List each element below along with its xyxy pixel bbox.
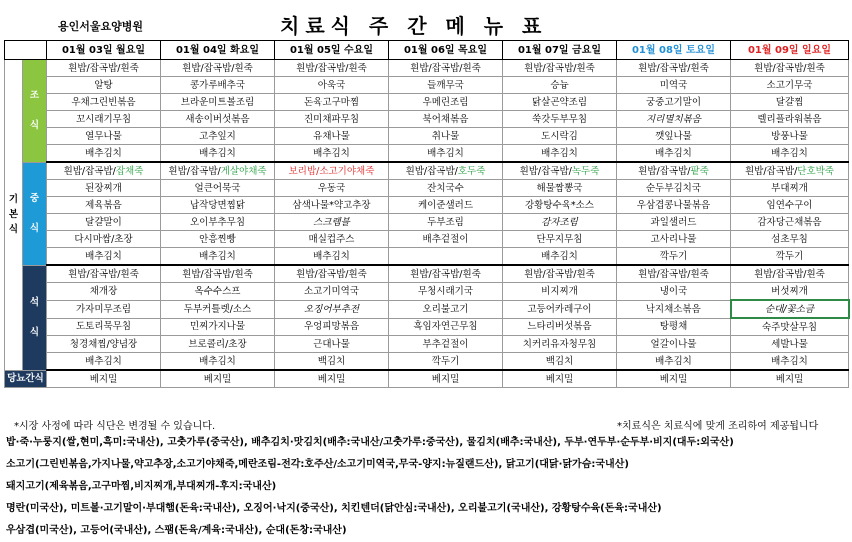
menu-cell: 오리불고기 — [389, 300, 503, 318]
day-header: 01월 08일 토요일 — [617, 41, 731, 60]
menu-cell: 다시마쌈/초장 — [47, 231, 161, 248]
menu-cell: 순두부김치국 — [617, 180, 731, 197]
menu-cell: 브라운미트볼조림 — [161, 94, 275, 111]
menu-cell — [389, 248, 503, 266]
menu-cell: 깍두기 — [617, 248, 731, 266]
origin-line: 소고기(그린빈볶음,가지나물,약고추장,소고기야채죽,메란조림-전각:호주산/소고기미역국,무국-양지:뉴질랜드산), 닭고기(대닭·닭가슴:국내산) — [6, 459, 629, 470]
weekly-menu-table — [4, 40, 850, 388]
menu-cell: 승늉 — [503, 77, 617, 94]
day-header: 01월 06일 목요일 — [389, 41, 503, 60]
menu-cell: 꼬시래기무침 — [47, 111, 161, 128]
menu-cell: 낙지채소볶음 — [617, 300, 731, 318]
menu-cell: 우삼겹콩나물볶음 — [617, 197, 731, 214]
menu-cell: 아욱국 — [275, 77, 389, 94]
meal-label: 석 식 — [23, 265, 47, 370]
menu-cell: 콩가루배추국 — [161, 77, 275, 94]
menu-cell: 소고기미역국 — [275, 283, 389, 301]
origin-line: 돼지고기(제육볶음,고구마찜,비지찌개,부대찌개-후지:국내산) — [6, 481, 277, 492]
menu-cell: 제육볶음 — [47, 197, 161, 214]
menu-cell: 우엉피망볶음 — [275, 318, 389, 336]
menu-cell: 냉이국 — [617, 283, 731, 301]
menu-cell: 흰밥/잡곡밥/흰죽 — [161, 60, 275, 77]
menu-cell: 해물짬뽕국 — [503, 180, 617, 197]
menu-cell: 흰밥/잡곡밥/흰죽 — [275, 60, 389, 77]
menu-cell: 얼갈이나물 — [617, 336, 731, 353]
menu-cell: 흰밥/잡곡밥/흰죽 — [47, 60, 161, 77]
menu-cell: 흰밥/잡곡밥/흰죽 — [731, 60, 849, 77]
day-header: 01월 03일 월요일 — [47, 41, 161, 60]
menu-cell: 우메린조림 — [389, 94, 503, 111]
origin-line: 밥·죽·누룽지(쌀,현미,흑미:국내산), 고춧가루(중국산), 배추김치·맛김치(배추:국내산/고춧가루:중국산), 물김치(배추:국내산), 두부·연두부·순두부·비지(대두:외국산) — [6, 437, 734, 448]
menu-cell: 열무나물 — [47, 128, 161, 145]
menu-cell: 치커리유자청무침 — [503, 336, 617, 353]
menu-cell: 흰밥/잡곡밥/호두죽 — [389, 162, 503, 180]
menu-cell: 매실컵주스 — [275, 231, 389, 248]
menu-cell: 고사리나물 — [617, 231, 731, 248]
menu-cell: 진미채파무침 — [275, 111, 389, 128]
menu-cell: 배추김치 — [161, 353, 275, 371]
menu-cell: 흰밥/잡곡밥/흰죽 — [389, 265, 503, 283]
menu-cell: 부추겉절이 — [389, 336, 503, 353]
day-header: 01월 05일 수요일 — [275, 41, 389, 60]
menu-cell: 흑임자연근무침 — [389, 318, 503, 336]
menu-cell: 달걀말이 — [47, 214, 161, 231]
menu-cell: 부대찌개 — [731, 180, 849, 197]
menu-cell: 알탕 — [47, 77, 161, 94]
diet-note: *치료식은 치료식에 맞게 조리하여 제공됩니다 — [617, 421, 819, 432]
menu-cell: 흰밥/잡곡밥/단호박죽 — [731, 162, 849, 180]
menu-cell: 배추김치 — [275, 248, 389, 266]
menu-cell: 잔치국수 — [389, 180, 503, 197]
menu-cell: 탕평채 — [617, 318, 731, 336]
origin-line: 우삼겹(미국산), 고등어(국내산), 스팸(돈육/계육:국내산), 순대(돈창:국내산) — [6, 525, 347, 536]
menu-cell: 흰밥/잡곡밥/흰죽 — [617, 60, 731, 77]
menu-cell: 버섯찌개 — [731, 283, 849, 301]
menu-cell: 배추김치 — [47, 248, 161, 266]
snack-cell: 베지밀 — [47, 370, 161, 388]
menu-cell: 강황탕수육*소스 — [503, 197, 617, 214]
menu-cell: 도토리묵무침 — [47, 318, 161, 336]
menu-cell: 흰밥/잡곡밥/녹두죽 — [503, 162, 617, 180]
snack-cell: 베지밀 — [275, 370, 389, 388]
menu-cell: 북어채볶음 — [389, 111, 503, 128]
menu-cell: 보리밥/소고기야채죽 — [275, 162, 389, 180]
menu-cell: 백김치 — [503, 353, 617, 371]
menu-cell: 배추김치 — [503, 145, 617, 163]
menu-cell: 과일샐러드 — [617, 214, 731, 231]
snack-cell: 베지밀 — [503, 370, 617, 388]
menu-cell: 흰밥/잡곡밥/흰죽 — [389, 60, 503, 77]
menu-cell: 미역국 — [617, 77, 731, 94]
menu-cell: 감자당근채볶음 — [731, 214, 849, 231]
menu-cell: 세발나물 — [731, 336, 849, 353]
menu-cell: 배추김치 — [47, 145, 161, 163]
day-header: 01월 09일 일요일 — [731, 41, 849, 60]
menu-cell: 배추김치 — [275, 145, 389, 163]
menu-cell: 브로콜리/초장 — [161, 336, 275, 353]
menu-cell: 흰밥/잡곡밥/흰죽 — [617, 265, 731, 283]
menu-title: 치료식 주 간 메 뉴 표 — [280, 14, 548, 38]
menu-cell: 배추김치 — [617, 145, 731, 163]
menu-cell: 흰밥/잡곡밥/흰죽 — [47, 265, 161, 283]
menu-cell: 민찌가지나물 — [161, 318, 275, 336]
menu-cell: 가자미무조림 — [47, 300, 161, 318]
menu-cell: 배추김치 — [47, 353, 161, 371]
menu-cell: 흰밥/잡곡밥/흰죽 — [731, 265, 849, 283]
menu-cell: 취나물 — [389, 128, 503, 145]
menu-cell: 납작당면찜닭 — [161, 197, 275, 214]
menu-cell: 소고기무국 — [731, 77, 849, 94]
menu-cell: 쑥갓두부무침 — [503, 111, 617, 128]
menu-cell: 고등어카레구이 — [503, 300, 617, 318]
menu-cell: 흰밥/잡곡밥/흰죽 — [503, 265, 617, 283]
menu-cell: 오이부추무침 — [161, 214, 275, 231]
snack-cell: 베지밀 — [617, 370, 731, 388]
menu-cell: 안흥찐빵 — [161, 231, 275, 248]
menu-cell: 배추김치 — [617, 353, 731, 371]
menu-cell: 케이준샐러드 — [389, 197, 503, 214]
kibon-label: 기 본 식 — [5, 60, 23, 371]
menu-cell: 깍두기 — [731, 248, 849, 266]
menu-cell: 우동국 — [275, 180, 389, 197]
menu-cell: 흰밥/잡곡밥/게살야채죽 — [161, 162, 275, 180]
day-header: 01월 04일 화요일 — [161, 41, 275, 60]
menu-cell: 된장찌개 — [47, 180, 161, 197]
menu-cell: 돈육고구마찜 — [275, 94, 389, 111]
snack-label: 당뇨간식 — [5, 370, 47, 388]
menu-cell: 임연수구이 — [731, 197, 849, 214]
meal-label: 조 식 — [23, 60, 47, 163]
menu-cell: 흰밥/잡곡밥/흰죽 — [275, 265, 389, 283]
menu-cell: 배추김치 — [731, 353, 849, 371]
menu-cell: 방풍나물 — [731, 128, 849, 145]
menu-cell: 흰밥/잡곡밥/흰죽 — [161, 265, 275, 283]
menu-cell: 들깨무국 — [389, 77, 503, 94]
menu-cell: 고추잎지 — [161, 128, 275, 145]
menu-cell: 닭살곤약조림 — [503, 94, 617, 111]
menu-cell: 숙주맛살무침 — [731, 318, 849, 336]
menu-cell: 얼큰어묵국 — [161, 180, 275, 197]
menu-cell: 두부커틀렛/소스 — [161, 300, 275, 318]
menu-cell: 오징어부추전 — [275, 300, 389, 318]
menu-cell: 렐리플라워볶음 — [731, 111, 849, 128]
corner-cell — [5, 41, 47, 60]
menu-cell: 근대나물 — [275, 336, 389, 353]
snack-cell: 베지밀 — [731, 370, 849, 388]
menu-cell: 흰밥/잡곡밥/흰죽 — [503, 60, 617, 77]
hospital-name: 용인서울요양병원 — [58, 20, 144, 33]
menu-cell: 느타리버섯볶음 — [503, 318, 617, 336]
menu-cell: 두부조림 — [389, 214, 503, 231]
menu-cell: 채개장 — [47, 283, 161, 301]
menu-cell: 배추김치 — [731, 145, 849, 163]
menu-cell: 감자조림 — [503, 214, 617, 231]
menu-cell: 도시락김 — [503, 128, 617, 145]
origin-line: 명란(미국산), 미트볼·고기말이·부대햄(돈육:국내산), 오징어·낙지(중국산), 치킨텐더(닭안심:국내산), 오리불고기(국내산), 강황탕수육(돈육:국내산) — [6, 503, 662, 514]
menu-cell: 깻잎나물 — [617, 128, 731, 145]
menu-cell: 배추김치 — [161, 145, 275, 163]
menu-cell: 흰밥/잡곡밥/잡채죽 — [47, 162, 161, 180]
menu-cell: 삼색나물*약고추장 — [275, 197, 389, 214]
menu-cell: 섬초무침 — [731, 231, 849, 248]
menu-cell: 백김치 — [275, 353, 389, 371]
menu-cell: 스크램블 — [275, 214, 389, 231]
menu-cell: 배추겉절이 — [389, 231, 503, 248]
menu-cell: 새송이버섯볶음 — [161, 111, 275, 128]
menu-cell: 우채그린빈볶음 — [47, 94, 161, 111]
menu-cell: 깍두기 — [389, 353, 503, 371]
menu-cell: 유채나물 — [275, 128, 389, 145]
snack-cell: 베지밀 — [389, 370, 503, 388]
menu-cell: 배추김치 — [389, 145, 503, 163]
menu-cell: 무청시래기국 — [389, 283, 503, 301]
menu-cell: 배추김치 — [503, 248, 617, 266]
day-header: 01월 07일 금요일 — [503, 41, 617, 60]
menu-cell: 비지찌개 — [503, 283, 617, 301]
menu-cell: 배추김치 — [161, 248, 275, 266]
origin-info — [6, 432, 848, 542]
menu-cell: 순대/꽃소금 — [731, 300, 849, 318]
menu-cell: 단무지무침 — [503, 231, 617, 248]
snack-cell: 베지밀 — [161, 370, 275, 388]
menu-cell: 옥수수스프 — [161, 283, 275, 301]
menu-cell: 지리멸치볶음 — [617, 111, 731, 128]
meal-label: 중 식 — [23, 162, 47, 265]
menu-cell: 청경채찜/양념장 — [47, 336, 161, 353]
menu-cell: 달걀찜 — [731, 94, 849, 111]
market-note: *시장 사정에 따라 식단은 변경될 수 있습니다. — [14, 421, 216, 432]
menu-cell: 궁중고기말이 — [617, 94, 731, 111]
menu-cell: 흰밥/잡곡밥/팥죽 — [617, 162, 731, 180]
